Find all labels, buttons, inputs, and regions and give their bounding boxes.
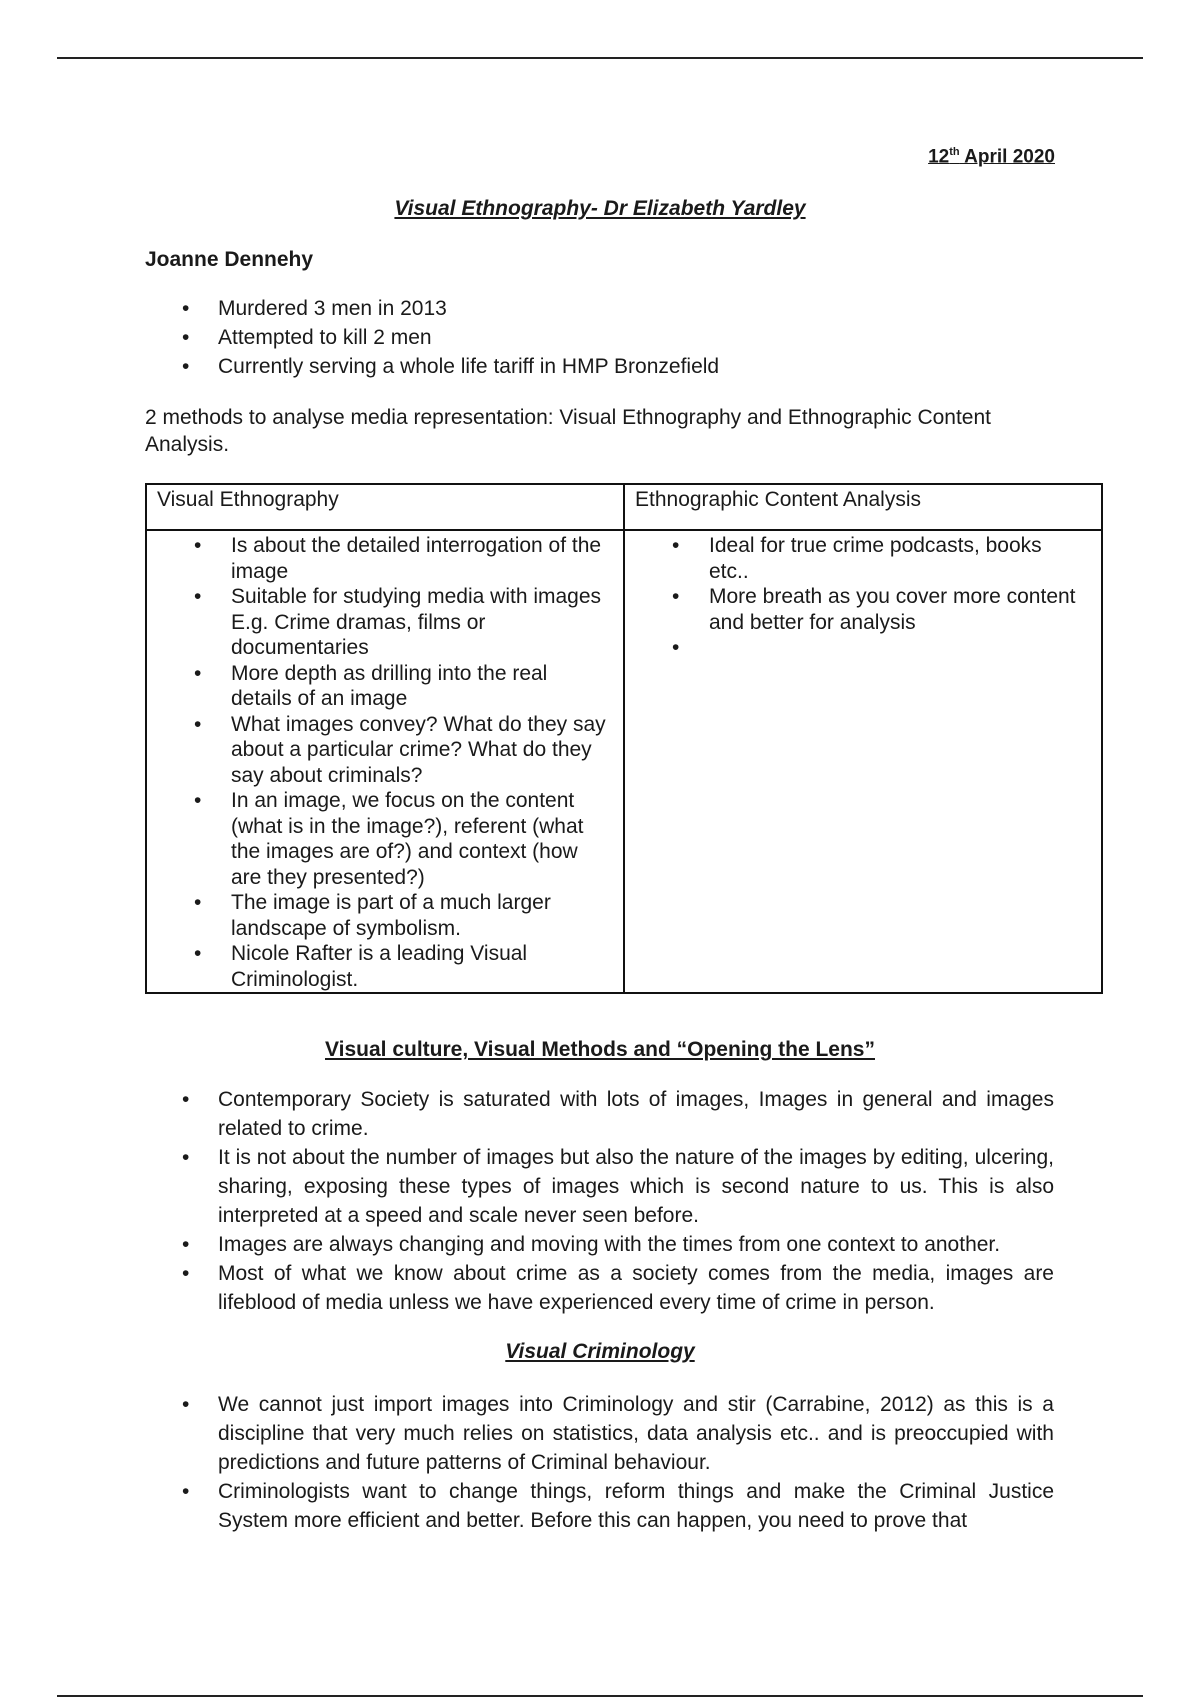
bullet: • (182, 1262, 190, 1285)
bullet: • (182, 1480, 190, 1503)
bullet: • (672, 585, 680, 608)
bullet: • (194, 789, 202, 812)
list-item: • The image is part of a much larger landscape of symbolism. (194, 891, 551, 940)
list-item: • Ideal for true crime podcasts, books etc.. (672, 534, 1042, 583)
list-item: • Murdered 3 men in 2013 (218, 294, 719, 323)
bullet: • (194, 942, 202, 965)
visual-ethnography-cell (146, 530, 624, 993)
bullet: • (182, 326, 190, 349)
list-item: • More breath as you cover more content and better for analysis (672, 585, 1076, 634)
visual-culture-list (182, 1085, 1054, 1317)
table-header-content-analysis: Ethnographic Content Analysis (624, 484, 1102, 530)
footer-rule (57, 1695, 1143, 1697)
visual-criminology-list (182, 1390, 1054, 1535)
methods-table (145, 483, 1103, 994)
document-date: 12th April 2020 (928, 146, 1055, 168)
facts-list (182, 294, 720, 381)
list-item: • More depth as drilling into the real details of an image (194, 661, 548, 710)
list-item: • Images are always changing and moving with the times from one context to another. (218, 1230, 1054, 1259)
bullet: • (182, 1393, 190, 1416)
table-header-row (146, 484, 1102, 530)
bullet: • (194, 534, 202, 557)
list-item: • In an image, we focus on the content (what is in the image?), referent (what the images are of?) and context (how are they presented?) (194, 789, 584, 889)
list-item: • Attempted to kill 2 men (218, 323, 719, 352)
table-header-visual-ethnography: Visual Ethnography (146, 484, 624, 530)
bullet: • (194, 891, 202, 914)
bullet: • (194, 661, 202, 685)
list-item: • Currently serving a whole life tariff in HMP Bronzefield (218, 352, 719, 381)
list-item: • Criminologists want to change things, reform things and make the Criminal Justice System more efficient and better. Before this can happen, you need to prove that (218, 1477, 1054, 1535)
bullet: • (194, 712, 202, 736)
header-rule (57, 57, 1143, 59)
content-analysis-cell (624, 530, 1102, 993)
list-item: • Most of what we know about crime as a society comes from the media, images are lifeblood of media unless we have experienced every time of crime in person. (218, 1259, 1054, 1317)
bullet: • (194, 585, 202, 608)
list-item: • We cannot just import images into Criminology and stir (Carrabine, 2012) as this is a discipline that very much relies on statistics, data analysis etc.. and is preoccupied with predictions and future patterns of Criminal behaviour. (218, 1390, 1054, 1477)
intro-paragraph: 2 methods to analyse media representation: Visual Ethnography and Ethnographic Content Analysis. (145, 406, 991, 456)
bullet: • (182, 355, 190, 378)
bullet: • (182, 1088, 190, 1111)
list-item: • Nicole Rafter is a leading Visual Criminologist. (194, 942, 528, 991)
list-item: • Contemporary Society is saturated with lots of images, Images in general and images related to crime. (218, 1085, 1054, 1143)
list-item (672, 635, 1101, 661)
bullet: • (672, 534, 680, 557)
table-row (146, 530, 1102, 993)
section-heading-visual-culture: Visual culture, Visual Methods and “Opening the Lens” (325, 1038, 875, 1061)
subject-heading: Joanne Dennehy (145, 248, 314, 271)
list-item: • Is about the detailed interrogation of the image (194, 534, 602, 583)
bullet: • (182, 1146, 190, 1169)
bullet: • (672, 636, 680, 659)
document-title: Visual Ethnography- Dr Elizabeth Yardley (394, 197, 806, 220)
bullet: • (182, 297, 190, 320)
list-item: • What images convey? What do they say about a particular crime? What do they say about criminals? (194, 712, 606, 787)
list-item: • It is not about the number of images but also the nature of the images by editing, ulcering, sharing, exposing these types of images which is second nature to us. This is also interpreted at a speed and scale never seen before. (218, 1143, 1054, 1230)
list-item: • Suitable for studying media with images E.g. Crime dramas, films or documentaries (194, 585, 602, 659)
section-heading-visual-criminology: Visual Criminology (505, 1340, 695, 1363)
bullet: • (182, 1233, 190, 1256)
